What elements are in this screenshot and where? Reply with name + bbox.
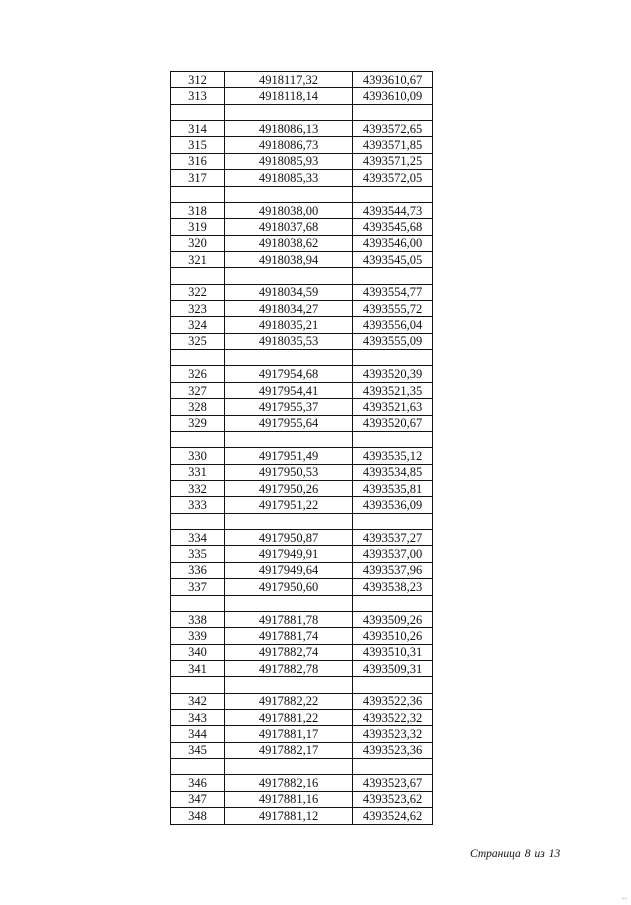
y-coordinate-cell: 4393523,67 xyxy=(353,775,433,791)
y-coordinate-cell: 4393536,09 xyxy=(353,497,433,513)
x-coordinate-cell xyxy=(225,186,353,202)
x-coordinate-cell: 4917881,16 xyxy=(225,791,353,807)
table-row xyxy=(171,399,433,415)
point-number-cell: 321 xyxy=(171,251,225,267)
point-number-cell: 348 xyxy=(171,808,225,824)
y-coordinate-cell: 4393545,05 xyxy=(353,251,433,267)
point-number-cell: 314 xyxy=(171,121,225,137)
table-row xyxy=(171,726,433,742)
point-number-cell: 338 xyxy=(171,611,225,627)
y-coordinate-cell: 4393537,27 xyxy=(353,530,433,546)
point-number-cell: 320 xyxy=(171,235,225,251)
table-row xyxy=(171,235,433,251)
point-number-cell: 313 xyxy=(171,88,225,104)
point-number-cell: 324 xyxy=(171,317,225,333)
x-coordinate-cell: 4918037,68 xyxy=(225,219,353,235)
table-row xyxy=(171,137,433,153)
x-coordinate-cell: 4917881,22 xyxy=(225,710,353,726)
table-row xyxy=(171,710,433,726)
point-number-cell: 344 xyxy=(171,726,225,742)
x-coordinate-cell: 4917950,87 xyxy=(225,530,353,546)
table-row xyxy=(171,546,433,562)
table-row xyxy=(171,415,433,431)
table-row xyxy=(171,251,433,267)
table-row xyxy=(171,628,433,644)
x-coordinate-cell: 4917950,60 xyxy=(225,579,353,595)
point-number-cell: 331 xyxy=(171,464,225,480)
point-number-cell xyxy=(171,268,225,284)
table-row xyxy=(171,366,433,382)
x-coordinate-cell: 4918085,93 xyxy=(225,153,353,169)
corner-mark: -- xyxy=(621,894,627,903)
coordinates-table xyxy=(170,71,433,825)
coordinates-table-body xyxy=(171,72,433,825)
point-number-cell: 322 xyxy=(171,284,225,300)
separator-row xyxy=(171,677,433,693)
table-row xyxy=(171,464,433,480)
y-coordinate-cell xyxy=(353,677,433,693)
y-coordinate-cell: 4393572,05 xyxy=(353,170,433,186)
x-coordinate-cell xyxy=(225,350,353,366)
y-coordinate-cell: 4393534,85 xyxy=(353,464,433,480)
point-number-cell: 336 xyxy=(171,562,225,578)
table-row xyxy=(171,333,433,349)
y-coordinate-cell: 4393523,36 xyxy=(353,742,433,758)
y-coordinate-cell: 4393556,04 xyxy=(353,317,433,333)
x-coordinate-cell: 4917949,91 xyxy=(225,546,353,562)
point-number-cell: 333 xyxy=(171,497,225,513)
x-coordinate-cell: 4918085,33 xyxy=(225,170,353,186)
x-coordinate-cell: 4918034,27 xyxy=(225,301,353,317)
page-word: Страница xyxy=(470,848,521,860)
point-number-cell: 339 xyxy=(171,628,225,644)
x-coordinate-cell: 4917881,74 xyxy=(225,628,353,644)
x-coordinate-cell xyxy=(225,431,353,447)
y-coordinate-cell: 4393572,65 xyxy=(353,121,433,137)
y-coordinate-cell xyxy=(353,186,433,202)
y-coordinate-cell: 4393546,00 xyxy=(353,235,433,251)
x-coordinate-cell: 4918117,32 xyxy=(225,72,353,88)
y-coordinate-cell: 4393610,09 xyxy=(353,88,433,104)
table-row xyxy=(171,742,433,758)
table-row xyxy=(171,317,433,333)
x-coordinate-cell: 4917881,12 xyxy=(225,808,353,824)
x-coordinate-cell: 4917954,41 xyxy=(225,382,353,398)
x-coordinate-cell: 4917882,74 xyxy=(225,644,353,660)
table-row xyxy=(171,480,433,496)
point-number-cell: 347 xyxy=(171,791,225,807)
point-number-cell: 326 xyxy=(171,366,225,382)
of-word: из xyxy=(534,848,545,860)
table-row xyxy=(171,693,433,709)
y-coordinate-cell: 4393521,63 xyxy=(353,399,433,415)
separator-row xyxy=(171,759,433,775)
x-coordinate-cell: 4917881,78 xyxy=(225,611,353,627)
y-coordinate-cell xyxy=(353,759,433,775)
y-coordinate-cell: 4393571,85 xyxy=(353,137,433,153)
x-coordinate-cell: 4917955,64 xyxy=(225,415,353,431)
y-coordinate-cell: 4393544,73 xyxy=(353,202,433,218)
x-coordinate-cell: 4917955,37 xyxy=(225,399,353,415)
x-coordinate-cell: 4917882,17 xyxy=(225,742,353,758)
point-number-cell: 341 xyxy=(171,660,225,676)
y-coordinate-cell: 4393538,23 xyxy=(353,579,433,595)
x-coordinate-cell xyxy=(225,759,353,775)
table-row xyxy=(171,202,433,218)
y-coordinate-cell: 4393537,96 xyxy=(353,562,433,578)
point-number-cell: 329 xyxy=(171,415,225,431)
y-coordinate-cell: 4393509,26 xyxy=(353,611,433,627)
point-number-cell: 330 xyxy=(171,448,225,464)
y-coordinate-cell: 4393509,31 xyxy=(353,660,433,676)
point-number-cell: 312 xyxy=(171,72,225,88)
point-number-cell: 346 xyxy=(171,775,225,791)
y-coordinate-cell: 4393545,68 xyxy=(353,219,433,235)
y-coordinate-cell: 4393520,39 xyxy=(353,366,433,382)
y-coordinate-cell: 4393571,25 xyxy=(353,153,433,169)
x-coordinate-cell: 4918038,62 xyxy=(225,235,353,251)
x-coordinate-cell: 4917882,16 xyxy=(225,775,353,791)
point-number-cell: 345 xyxy=(171,742,225,758)
point-number-cell xyxy=(171,431,225,447)
page-total: 13 xyxy=(548,848,561,860)
point-number-cell: 316 xyxy=(171,153,225,169)
y-coordinate-cell xyxy=(353,268,433,284)
table-row xyxy=(171,808,433,824)
point-number-cell: 317 xyxy=(171,170,225,186)
table-row xyxy=(171,791,433,807)
table-row xyxy=(171,497,433,513)
y-coordinate-cell: 4393535,81 xyxy=(353,480,433,496)
table-row xyxy=(171,382,433,398)
point-number-cell xyxy=(171,595,225,611)
point-number-cell: 327 xyxy=(171,382,225,398)
x-coordinate-cell xyxy=(225,104,353,120)
table-row xyxy=(171,284,433,300)
table-row xyxy=(171,219,433,235)
x-coordinate-cell: 4918038,94 xyxy=(225,251,353,267)
x-coordinate-cell xyxy=(225,513,353,529)
separator-row xyxy=(171,350,433,366)
point-number-cell: 342 xyxy=(171,693,225,709)
point-number-cell: 325 xyxy=(171,333,225,349)
table-row xyxy=(171,170,433,186)
x-coordinate-cell: 4918086,73 xyxy=(225,137,353,153)
point-number-cell: 343 xyxy=(171,710,225,726)
table-row xyxy=(171,121,433,137)
table-row xyxy=(171,153,433,169)
point-number-cell xyxy=(171,677,225,693)
y-coordinate-cell: 4393510,31 xyxy=(353,644,433,660)
point-number-cell: 335 xyxy=(171,546,225,562)
y-coordinate-cell: 4393554,77 xyxy=(353,284,433,300)
table-row xyxy=(171,775,433,791)
x-coordinate-cell: 4917951,22 xyxy=(225,497,353,513)
point-number-cell xyxy=(171,104,225,120)
table-row xyxy=(171,530,433,546)
point-number-cell: 318 xyxy=(171,202,225,218)
y-coordinate-cell: 4393523,62 xyxy=(353,791,433,807)
y-coordinate-cell: 4393555,72 xyxy=(353,301,433,317)
x-coordinate-cell xyxy=(225,268,353,284)
page-footer xyxy=(470,848,560,860)
y-coordinate-cell: 4393610,67 xyxy=(353,72,433,88)
y-coordinate-cell: 4393510,26 xyxy=(353,628,433,644)
separator-row xyxy=(171,431,433,447)
point-number-cell: 315 xyxy=(171,137,225,153)
y-coordinate-cell: 4393521,35 xyxy=(353,382,433,398)
point-number-cell: 337 xyxy=(171,579,225,595)
y-coordinate-cell: 4393537,00 xyxy=(353,546,433,562)
table-row xyxy=(171,579,433,595)
point-number-cell: 334 xyxy=(171,530,225,546)
point-number-cell xyxy=(171,759,225,775)
separator-row xyxy=(171,513,433,529)
y-coordinate-cell: 4393520,67 xyxy=(353,415,433,431)
separator-row xyxy=(171,186,433,202)
point-number-cell: 340 xyxy=(171,644,225,660)
x-coordinate-cell: 4917954,68 xyxy=(225,366,353,382)
table-row xyxy=(171,562,433,578)
y-coordinate-cell: 4393524,62 xyxy=(353,808,433,824)
x-coordinate-cell: 4918034,59 xyxy=(225,284,353,300)
x-coordinate-cell: 4917951,49 xyxy=(225,448,353,464)
separator-row xyxy=(171,104,433,120)
point-number-cell xyxy=(171,186,225,202)
separator-row xyxy=(171,595,433,611)
x-coordinate-cell xyxy=(225,595,353,611)
table-row xyxy=(171,660,433,676)
x-coordinate-cell: 4918035,53 xyxy=(225,333,353,349)
point-number-cell: 332 xyxy=(171,480,225,496)
x-coordinate-cell xyxy=(225,677,353,693)
table-row xyxy=(171,448,433,464)
x-coordinate-cell: 4917882,22 xyxy=(225,693,353,709)
separator-row xyxy=(171,268,433,284)
table-row xyxy=(171,611,433,627)
x-coordinate-cell: 4917881,17 xyxy=(225,726,353,742)
page-current: 8 xyxy=(524,848,531,860)
x-coordinate-cell: 4918118,14 xyxy=(225,88,353,104)
point-number-cell xyxy=(171,350,225,366)
point-number-cell: 323 xyxy=(171,301,225,317)
y-coordinate-cell xyxy=(353,350,433,366)
table-row xyxy=(171,644,433,660)
point-number-cell xyxy=(171,513,225,529)
y-coordinate-cell xyxy=(353,513,433,529)
table-row xyxy=(171,88,433,104)
point-number-cell: 328 xyxy=(171,399,225,415)
y-coordinate-cell xyxy=(353,431,433,447)
y-coordinate-cell: 4393522,36 xyxy=(353,693,433,709)
x-coordinate-cell: 4917950,26 xyxy=(225,480,353,496)
x-coordinate-cell: 4917949,64 xyxy=(225,562,353,578)
y-coordinate-cell xyxy=(353,595,433,611)
y-coordinate-cell xyxy=(353,104,433,120)
table-row xyxy=(171,301,433,317)
x-coordinate-cell: 4918035,21 xyxy=(225,317,353,333)
table-row xyxy=(171,72,433,88)
y-coordinate-cell: 4393523,32 xyxy=(353,726,433,742)
x-coordinate-cell: 4917882,78 xyxy=(225,660,353,676)
y-coordinate-cell: 4393522,32 xyxy=(353,710,433,726)
x-coordinate-cell: 4918086,13 xyxy=(225,121,353,137)
point-number-cell: 319 xyxy=(171,219,225,235)
y-coordinate-cell: 4393555,09 xyxy=(353,333,433,349)
x-coordinate-cell: 4918038,00 xyxy=(225,202,353,218)
y-coordinate-cell: 4393535,12 xyxy=(353,448,433,464)
x-coordinate-cell: 4917950,53 xyxy=(225,464,353,480)
